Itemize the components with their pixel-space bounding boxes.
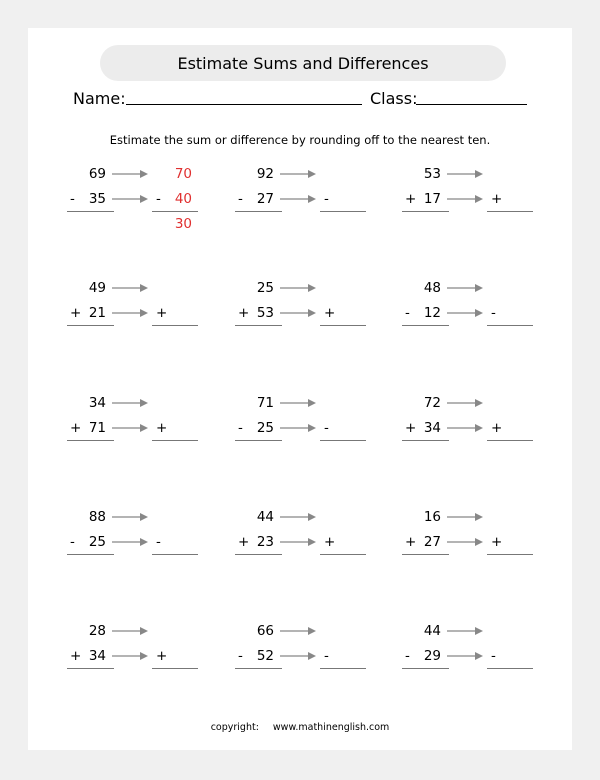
arrow-right-icon xyxy=(447,169,483,179)
answer-blank[interactable] xyxy=(152,554,198,555)
problem-14 xyxy=(230,621,400,701)
operator: + xyxy=(70,648,82,664)
estimated-result: 30 xyxy=(174,216,192,232)
bottom-number: 17 xyxy=(423,191,441,207)
copyright-site: www.mathinenglish.com xyxy=(272,722,390,733)
bottom-number: 27 xyxy=(256,191,274,207)
top-number: 92 xyxy=(256,166,274,182)
bottom-number: 21 xyxy=(88,305,106,321)
bottom-number: 71 xyxy=(88,420,106,436)
rounded-bottom: 40 xyxy=(174,191,192,207)
answer-operator: + xyxy=(324,534,336,550)
answer-operator: - xyxy=(324,191,329,207)
problem-underline xyxy=(67,668,114,669)
answer-blank[interactable] xyxy=(487,554,533,555)
answer-blank[interactable] xyxy=(320,440,366,441)
arrow-right-icon xyxy=(447,283,483,293)
answer-blank[interactable] xyxy=(487,211,533,212)
top-number: 28 xyxy=(88,623,106,639)
operator: + xyxy=(238,305,250,321)
top-number: 88 xyxy=(88,509,106,525)
operator: + xyxy=(70,305,82,321)
arrow-right-icon xyxy=(280,398,316,408)
top-number: 49 xyxy=(88,280,106,296)
arrow-right-icon xyxy=(112,423,148,433)
operator: - xyxy=(70,534,75,550)
problem-underline xyxy=(67,554,114,555)
arrow-right-icon xyxy=(280,537,316,547)
answer-blank[interactable] xyxy=(152,668,198,669)
bottom-number: 34 xyxy=(423,420,441,436)
problem-8 xyxy=(230,393,400,473)
arrow-right-icon xyxy=(112,194,148,204)
top-number: 44 xyxy=(256,509,274,525)
answer-blank[interactable] xyxy=(487,668,533,669)
answer-blank[interactable] xyxy=(487,440,533,441)
answer-blank[interactable] xyxy=(320,325,366,326)
arrow-right-icon xyxy=(112,626,148,636)
problem-5 xyxy=(230,278,400,358)
bottom-number: 12 xyxy=(423,305,441,321)
answer-operator: + xyxy=(491,534,503,550)
problem-underline xyxy=(235,440,282,441)
problem-underline xyxy=(67,211,114,212)
problem-15 xyxy=(397,621,567,701)
operator: - xyxy=(238,648,243,664)
problem-underline xyxy=(402,554,449,555)
top-number: 69 xyxy=(88,166,106,182)
answer-blank[interactable] xyxy=(320,554,366,555)
operator: - xyxy=(238,420,243,436)
operator: - xyxy=(405,648,410,664)
problem-underline xyxy=(402,211,449,212)
problem-2 xyxy=(230,164,400,244)
answer-operator: + xyxy=(156,420,168,436)
footer xyxy=(0,722,600,733)
problem-underline xyxy=(235,554,282,555)
answer-operator: + xyxy=(324,305,336,321)
operator: + xyxy=(70,420,82,436)
worksheet-title: Estimate Sums and Differences xyxy=(100,45,506,81)
top-number: 71 xyxy=(256,395,274,411)
problem-7 xyxy=(62,393,232,473)
arrow-right-icon xyxy=(280,169,316,179)
top-number: 66 xyxy=(256,623,274,639)
problem-underline xyxy=(67,325,114,326)
answer-blank[interactable] xyxy=(320,668,366,669)
class-blank[interactable] xyxy=(416,104,527,105)
arrow-right-icon xyxy=(447,651,483,661)
arrow-right-icon xyxy=(112,169,148,179)
arrow-right-icon xyxy=(280,308,316,318)
problem-6 xyxy=(397,278,567,358)
answer-blank[interactable] xyxy=(487,325,533,326)
problem-11 xyxy=(230,507,400,587)
problem-underline xyxy=(402,668,449,669)
rounded-top: 70 xyxy=(174,166,192,182)
problem-10 xyxy=(62,507,232,587)
problem-underline xyxy=(235,325,282,326)
problem-underline xyxy=(402,440,449,441)
problem-underline xyxy=(402,325,449,326)
arrow-right-icon xyxy=(280,194,316,204)
arrow-right-icon xyxy=(280,651,316,661)
top-number: 48 xyxy=(423,280,441,296)
bottom-number: 34 xyxy=(88,648,106,664)
arrow-right-icon xyxy=(447,308,483,318)
answer-operator: - xyxy=(156,191,161,207)
problem-4 xyxy=(62,278,232,358)
arrow-right-icon xyxy=(112,283,148,293)
arrow-right-icon xyxy=(447,194,483,204)
arrow-right-icon xyxy=(280,512,316,522)
bottom-number: 35 xyxy=(88,191,106,207)
operator: + xyxy=(238,534,250,550)
arrow-right-icon xyxy=(280,423,316,433)
bottom-number: 27 xyxy=(423,534,441,550)
operator: - xyxy=(238,191,243,207)
arrow-right-icon xyxy=(112,651,148,661)
instructions: Estimate the sum or difference by rounding off to the nearest ten. xyxy=(109,133,491,147)
operator: - xyxy=(405,305,410,321)
bottom-number: 53 xyxy=(256,305,274,321)
name-blank[interactable] xyxy=(126,104,362,105)
top-number: 25 xyxy=(256,280,274,296)
answer-operator: + xyxy=(491,420,503,436)
problem-13 xyxy=(62,621,232,701)
bottom-number: 25 xyxy=(88,534,106,550)
answer-operator: + xyxy=(491,191,503,207)
copyright-label: copyright: xyxy=(210,722,259,733)
arrow-right-icon xyxy=(447,398,483,408)
top-number: 72 xyxy=(423,395,441,411)
problem-12 xyxy=(397,507,567,587)
answer-operator: + xyxy=(156,305,168,321)
operator: - xyxy=(70,191,75,207)
class-label: Class: xyxy=(370,89,418,108)
arrow-right-icon xyxy=(447,423,483,433)
name-label: Name: xyxy=(73,89,126,108)
arrow-right-icon xyxy=(447,626,483,636)
arrow-right-icon xyxy=(280,626,316,636)
top-number: 44 xyxy=(423,623,441,639)
top-number: 53 xyxy=(423,166,441,182)
answer-blank[interactable] xyxy=(152,211,198,212)
bottom-number: 23 xyxy=(256,534,274,550)
operator: + xyxy=(405,534,417,550)
arrow-right-icon xyxy=(447,537,483,547)
arrow-right-icon xyxy=(280,283,316,293)
answer-blank[interactable] xyxy=(320,211,366,212)
arrow-right-icon xyxy=(447,512,483,522)
problem-underline xyxy=(235,668,282,669)
operator: + xyxy=(405,191,417,207)
answer-operator: - xyxy=(491,305,496,321)
answer-operator: - xyxy=(156,534,161,550)
problem-1 xyxy=(62,164,232,244)
answer-blank[interactable] xyxy=(152,440,198,441)
bottom-number: 52 xyxy=(256,648,274,664)
arrow-right-icon xyxy=(112,308,148,318)
answer-operator: - xyxy=(324,420,329,436)
answer-operator: + xyxy=(156,648,168,664)
top-number: 34 xyxy=(88,395,106,411)
bottom-number: 25 xyxy=(256,420,274,436)
answer-blank[interactable] xyxy=(152,325,198,326)
arrow-right-icon xyxy=(112,398,148,408)
top-number: 16 xyxy=(423,509,441,525)
arrow-right-icon xyxy=(112,512,148,522)
problem-9 xyxy=(397,393,567,473)
problem-3 xyxy=(397,164,567,244)
operator: + xyxy=(405,420,417,436)
problem-underline xyxy=(235,211,282,212)
arrow-right-icon xyxy=(112,537,148,547)
answer-operator: - xyxy=(324,648,329,664)
answer-operator: - xyxy=(491,648,496,664)
bottom-number: 29 xyxy=(423,648,441,664)
problem-underline xyxy=(67,440,114,441)
